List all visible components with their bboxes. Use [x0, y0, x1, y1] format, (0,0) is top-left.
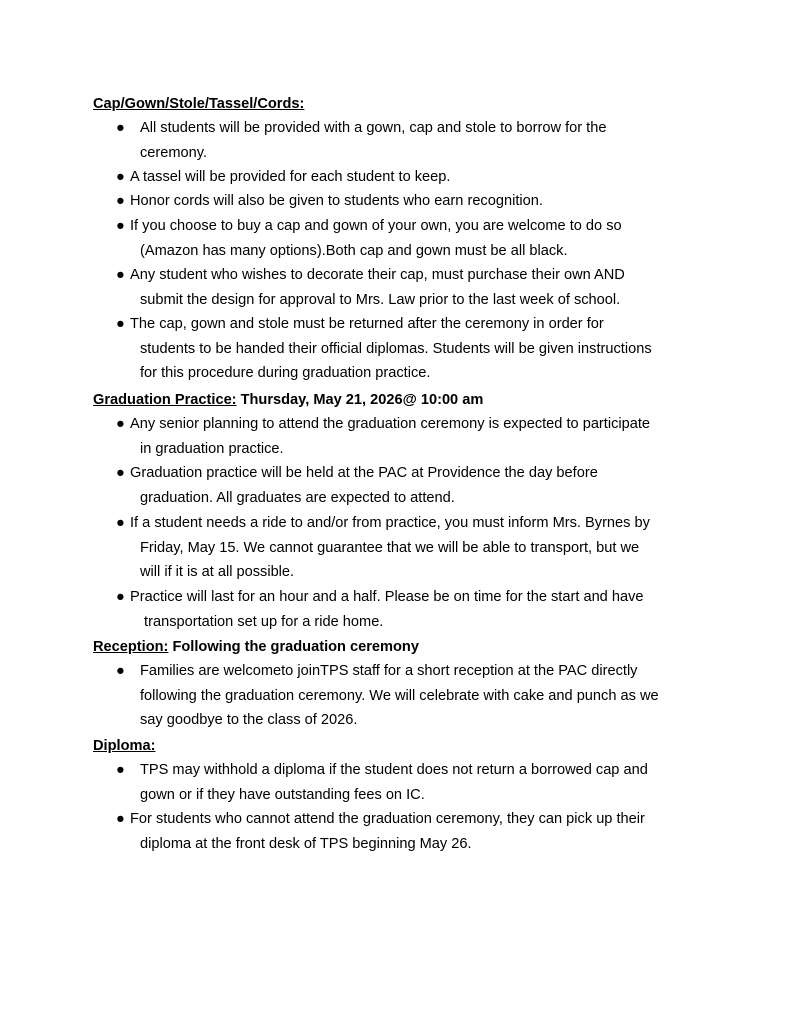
list-item-line: Graduation practice will be held at the PAC at Providence the day before	[130, 465, 598, 481]
bullet-icon: ●	[116, 193, 125, 209]
list-item	[116, 585, 716, 634]
list-item-line: All students will be provided with a gown, cap and stole to borrow for the	[140, 120, 607, 136]
bullet-icon: ●	[116, 416, 125, 432]
heading-label: Reception:	[93, 639, 169, 655]
list-item	[116, 659, 716, 733]
bullet-icon: ●	[116, 762, 125, 778]
heading-label: Diploma:	[93, 738, 156, 754]
list-item-line: transportation set up for a ride home.	[140, 613, 384, 630]
list-item-line: say goodbye to the class of 2026.	[140, 712, 358, 729]
list-item	[116, 758, 716, 807]
list-item-line: submit the design for approval to Mrs. Law prior to the last week of school.	[140, 291, 621, 308]
section-heading-reception	[93, 635, 419, 659]
list-item-line: TPS may withhold a diploma if the student does not return a borrowed cap and	[140, 762, 648, 778]
list-item	[116, 263, 716, 312]
list-item-line: ceremony.	[140, 144, 208, 161]
list-item-line: in graduation practice.	[140, 440, 284, 457]
list-item-line: Friday, May 15. We cannot guarantee that we will be able to transport, but we	[140, 539, 640, 556]
bullet-icon: ●	[116, 218, 125, 234]
bullet-icon: ●	[116, 267, 125, 283]
bullet-icon: ●	[116, 316, 125, 332]
list-item-line: A tassel will be provided for each student to keep.	[130, 169, 451, 185]
list-item-line: diploma at the front desk of TPS beginning May 26.	[140, 835, 472, 852]
list-item-line: Any senior planning to attend the graduation ceremony is expected to participate	[130, 416, 651, 432]
heading-detail: Thursday, May 21, 2026@ 10:00 am	[236, 392, 484, 408]
list-item-line: Families are welcometo joinTPS staff for a short reception at the PAC directly	[140, 663, 638, 679]
bullet-icon: ●	[116, 465, 125, 481]
list-item	[116, 412, 716, 461]
section-heading-cap-gown	[93, 92, 304, 116]
list-item-line: following the graduation ceremony. We will celebrate with cake and punch as we	[140, 687, 659, 704]
list-item	[116, 165, 716, 190]
list-item-line: Honor cords will also be given to students who earn recognition.	[130, 193, 543, 209]
list-item	[116, 511, 716, 585]
section-heading-diploma	[93, 734, 155, 758]
list-item-line: The cap, gown and stole must be returned after the ceremony in order for	[130, 316, 604, 332]
bullet-icon: ●	[116, 169, 125, 185]
list-item	[116, 116, 716, 165]
heading-label: Cap/Gown/Stole/Tassel/Cords:	[93, 96, 305, 112]
list-item	[116, 807, 716, 856]
list-item	[116, 189, 716, 214]
section-heading-practice	[93, 388, 483, 412]
list-item-line: for this procedure during graduation practice.	[140, 365, 431, 382]
list-item-line: students to be handed their official diplomas. Students will be given instructions	[140, 340, 652, 357]
list-item	[116, 461, 716, 510]
list-item	[116, 214, 716, 263]
list-item-line: For students who cannot attend the graduation ceremony, they can pick up their	[130, 811, 645, 827]
list-item	[116, 312, 716, 386]
list-item-line: If a student needs a ride to and/or from practice, you must inform Mrs. Byrnes by	[130, 515, 650, 531]
bullet-icon: ●	[116, 663, 125, 679]
list-item-line: will if it is at all possible.	[140, 564, 295, 581]
bullet-icon: ●	[116, 589, 125, 605]
list-item-line: (Amazon has many options).Both cap and gown must be all black.	[140, 242, 568, 259]
bullet-icon: ●	[116, 811, 125, 827]
heading-label: Graduation Practice:	[93, 392, 237, 408]
list-item-line: gown or if they have outstanding fees on IC.	[140, 786, 425, 803]
list-item-line: Any student who wishes to decorate their cap, must purchase their own AND	[130, 267, 625, 283]
bullet-icon: ●	[116, 120, 125, 136]
list-item-line: If you choose to buy a cap and gown of your own, you are welcome to do so	[130, 218, 622, 234]
heading-detail: Following the graduation ceremony	[168, 639, 419, 655]
list-item-line: graduation. All graduates are expected to attend.	[140, 489, 455, 506]
list-item-line: Practice will last for an hour and a half. Please be on time for the start and have	[130, 589, 644, 605]
bullet-icon: ●	[116, 515, 125, 531]
